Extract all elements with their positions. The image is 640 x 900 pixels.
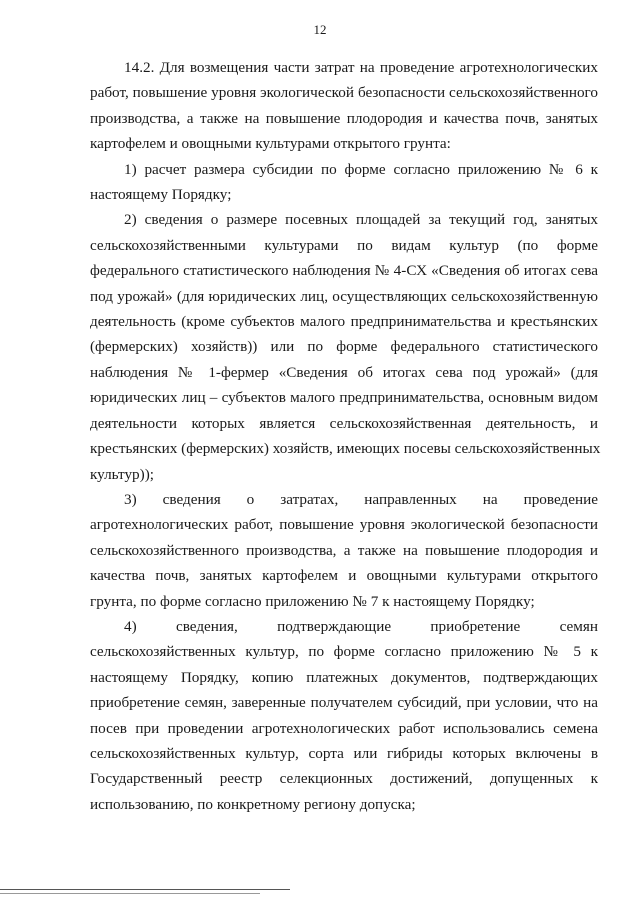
- text-line: крестьянских (фермерских) хозяйств, имеющих посевы сельскохозяйственных: [90, 440, 601, 458]
- text-line: картофелем и овощными культурами открытого грунта:: [90, 135, 451, 153]
- text-line: культур));: [90, 465, 154, 483]
- text-line: федерального статистического наблюдения № 4-СХ «Сведения об итогах сева: [90, 262, 598, 280]
- text-line: Государственный реестр селекционных достижений, допущенных к: [90, 770, 598, 788]
- text-line: работ, повышение уровня экологической безопасности сельскохозяйственного: [90, 84, 598, 102]
- document-body: [90, 55, 601, 817]
- paragraph: [90, 55, 598, 157]
- text-line: качества почв, занятых картофелем и овощными культурами открытого: [90, 567, 598, 585]
- text-line: настоящему Порядку;: [90, 186, 232, 204]
- text-line: настоящему Порядку, копию платежных документов, подтверждающих: [90, 668, 598, 686]
- footer-rule: [0, 889, 290, 890]
- text-line: использованию, по конкретному региону допуска;: [90, 795, 416, 813]
- text-line: сельскохозяйственных культур, по форме согласно приложению № 5 к: [90, 643, 598, 661]
- text-line: приобретение семян, заверенные получателем субсидий, при условии, что на: [90, 694, 598, 712]
- paragraph: [90, 207, 601, 486]
- text-line: (фермерских) хозяйств)) или по форме федерального статистического: [90, 338, 598, 356]
- text-line: грунта, по форме согласно приложению № 7 к настоящему Порядку;: [90, 592, 535, 610]
- text-line: 3) сведения о затратах, направленных на проведение: [124, 490, 598, 508]
- page-number: 12: [313, 22, 327, 37]
- text-line: деятельность (кроме субъектов малого предпринимательства и крестьянских: [90, 313, 598, 331]
- paragraph: [90, 487, 598, 614]
- text-line: агротехнологических работ, повышение уровня экологической безопасности: [90, 516, 598, 534]
- text-line: наблюдения № 1-фермер «Сведения об итогах сева под урожай» (для: [90, 363, 598, 381]
- text-line: сельскохозяйственного производства, а также на повышение плодородия и: [90, 541, 598, 559]
- text-line: 1) расчет размера субсидии по форме согласно приложению № 6 к: [124, 160, 598, 178]
- text-line: сельскохозяйственными культурами по видам культур (по форме: [90, 236, 598, 254]
- paragraph: [90, 157, 598, 208]
- text-line: юридических лиц – субъектов малого предпринимательства, основным видом: [90, 389, 598, 407]
- text-line: 2) сведения о размере посевных площадей за текущий год, занятых: [124, 211, 598, 229]
- text-line: посев при проведении агротехнологических работ использовались семена: [90, 719, 598, 737]
- text-line: сельскохозяйственных культур, сорта или гибриды которых включены в: [90, 744, 598, 762]
- text-line: производства, а также на повышение плодородия и качества почв, занятых: [90, 109, 598, 127]
- text-line: 14.2. Для возмещения части затрат на проведение агротехнологических: [124, 59, 598, 76]
- footer-rule-secondary: [0, 893, 260, 894]
- text-line: 4) сведения, подтверждающие приобретение семян: [124, 617, 598, 635]
- text-line: под урожай» (для юридических лиц, осуществляющих сельскохозяйственную: [90, 287, 598, 305]
- paragraph: [90, 614, 598, 817]
- text-line: деятельности которых является сельскохозяйственная деятельность, и: [90, 414, 598, 432]
